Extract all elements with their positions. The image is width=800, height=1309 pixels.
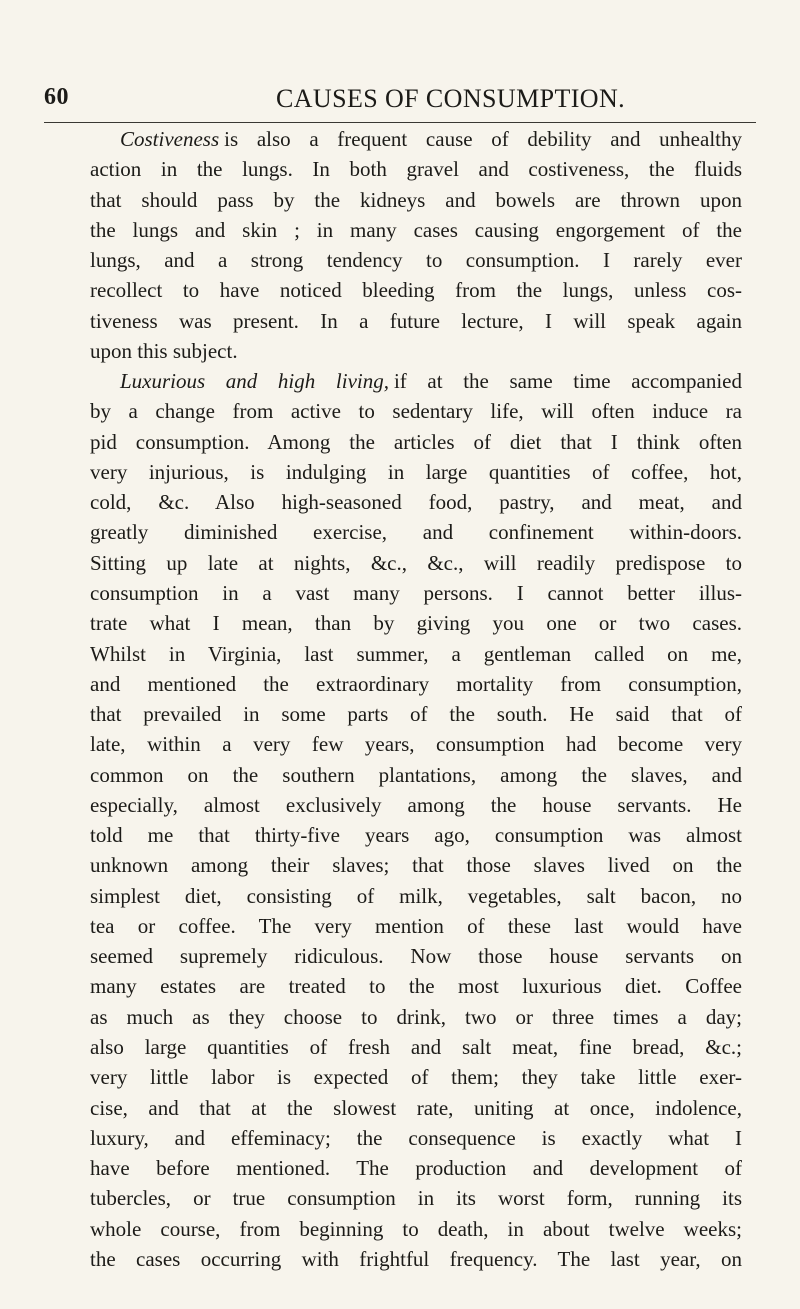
text-line: action in the lungs. In both gravel and costiveness, the fluids bbox=[90, 157, 742, 182]
text-line: tea or coffee. The very mention of these last would have bbox=[90, 913, 742, 938]
text-line: Costiveness is also a frequent cause of debility and unhealthy bbox=[120, 127, 742, 151]
text-line: unknown among their slaves; that those slaves lived on the bbox=[90, 853, 742, 878]
text-line: very injurious, is indulging in large quantities of coffee, hot, bbox=[90, 459, 742, 484]
text-line: greatly diminished exercise, and confinement within-doors. bbox=[90, 520, 742, 545]
text-line: Luxurious and high living, if at the same time accompanied bbox=[120, 369, 742, 394]
lead-phrase: Luxurious and high living, bbox=[120, 369, 389, 394]
text-line: by a change from active to sedentary life, will often induce ra bbox=[90, 399, 742, 424]
text-line: the cases occurring with frightful frequency. The last year, on bbox=[90, 1246, 742, 1271]
text-line: trate what I mean, than by giving you one or two cases. bbox=[90, 611, 742, 636]
page-title: CAUSES OF CONSUMPTION. bbox=[276, 84, 626, 113]
text-line: that should pass by the kidneys and bowels are thrown upon bbox=[90, 187, 742, 212]
text-line: pid consumption. Among the articles of diet that I think often bbox=[90, 429, 742, 454]
text-line: the lungs and skin ; in many cases causing engorgement of the bbox=[90, 217, 742, 242]
text-line: seemed supremely ridiculous. Now those house servants on bbox=[90, 944, 742, 969]
text-line: very little labor is expected of them; they take little exer- bbox=[90, 1065, 742, 1090]
text-line: cold, &c. Also high-seasoned food, pastry, and meat, and bbox=[90, 490, 742, 515]
body-text bbox=[90, 124, 742, 1304]
text-line: Whilst in Virginia, last summer, a gentleman called on me, bbox=[90, 641, 742, 666]
text-line: have before mentioned. The production and development of bbox=[90, 1156, 742, 1181]
text-line: upon this subject. bbox=[90, 338, 238, 363]
text-line: luxury, and effeminacy; the consequence is exactly what I bbox=[90, 1125, 742, 1150]
text-line: tubercles, or true consumption in its worst form, running its bbox=[90, 1186, 742, 1211]
text-line: Sitting up late at nights, &c., &c., will readily predispose to bbox=[90, 550, 742, 575]
text-line: also large quantities of fresh and salt meat, fine bread, &c.; bbox=[90, 1034, 742, 1059]
page-number: 60 bbox=[44, 84, 69, 110]
text-line: told me that thirty-five years ago, consumption was almost bbox=[90, 823, 742, 848]
text-line: lungs, and a strong tendency to consumption. I rarely ever bbox=[90, 248, 742, 273]
text-line: many estates are treated to the most luxurious diet. Coffee bbox=[90, 974, 742, 999]
text-line: especially, almost exclusively among the house servants. He bbox=[90, 792, 742, 817]
text-line: tiveness was present. In a future lecture, I will speak again bbox=[90, 308, 742, 333]
text-line: as much as they choose to drink, two or three times a day; bbox=[90, 1004, 742, 1029]
text-line: common on the southern plantations, among the slaves, and bbox=[90, 762, 742, 787]
text-line: recollect to have noticed bleeding from the lungs, unless cos- bbox=[90, 278, 742, 303]
paragraph-luxurious-living bbox=[90, 366, 742, 1304]
paragraph-costiveness bbox=[90, 124, 742, 366]
text-line: whole course, from beginning to death, in about twelve weeks; bbox=[90, 1216, 742, 1241]
text-line: that prevailed in some parts of the south. He said that of bbox=[90, 702, 742, 727]
text-line bbox=[90, 1274, 742, 1304]
text-line: cise, and that at the slowest rate, uniting at once, indolence, bbox=[90, 1095, 742, 1120]
text-line: late, within a very few years, consumption had become very bbox=[90, 732, 742, 757]
text-line: simplest diet, consisting of milk, vegetables, salt bacon, no bbox=[90, 883, 742, 908]
lead-phrase: Costiveness bbox=[120, 127, 220, 151]
text-line: and mentioned the extraordinary mortality from consumption, bbox=[90, 671, 742, 696]
text-line: consumption in a vast many persons. I cannot better illus- bbox=[90, 580, 742, 605]
running-head bbox=[44, 84, 756, 123]
